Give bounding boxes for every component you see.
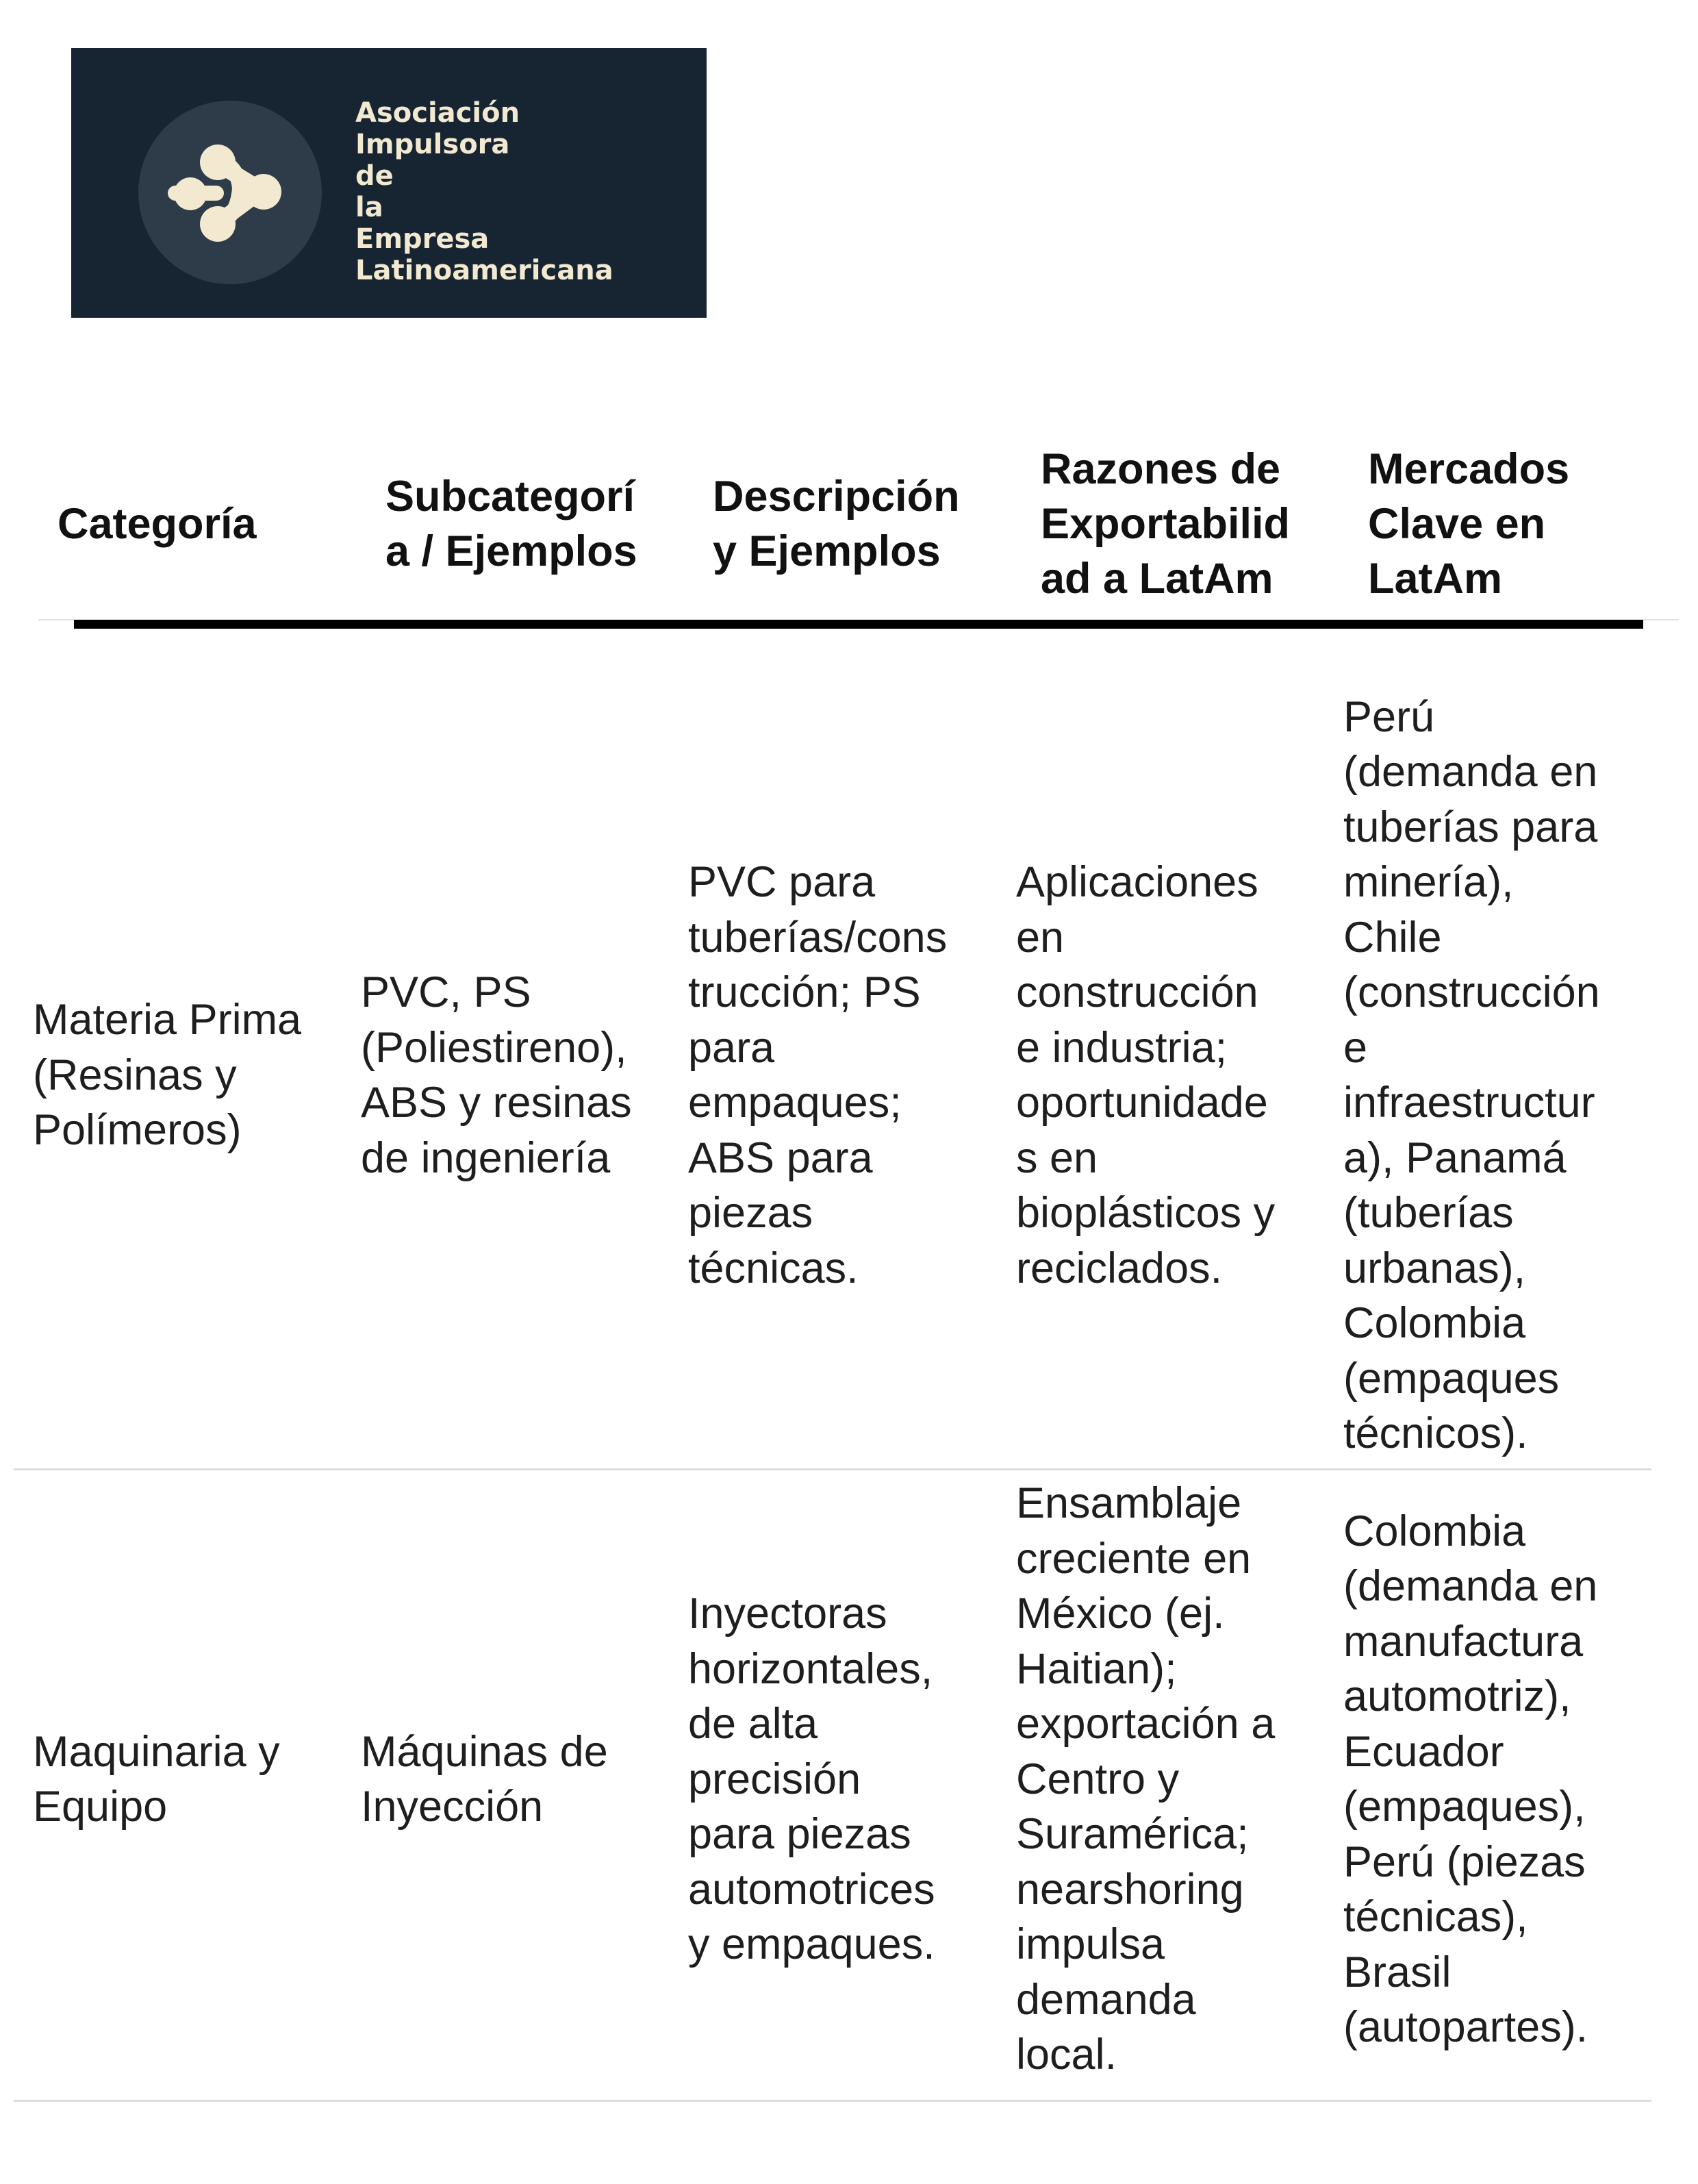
cell-line: México (ej. <box>1016 1590 1225 1638</box>
header-text: y Ejemplos <box>713 527 941 575</box>
cell-line: a), Panamá <box>1343 1133 1567 1182</box>
cell-line: manufactura <box>1343 1617 1584 1666</box>
cell-line: para <box>688 1023 775 1072</box>
logo-text-line: Impulsora <box>355 129 510 160</box>
logo-banner <box>71 48 707 318</box>
table-cell <box>688 685 1010 1466</box>
cell-line: (empaques <box>1343 1354 1560 1403</box>
cell-line: Haitian); <box>1016 1644 1177 1693</box>
cell-line: (Poliestireno), <box>361 1023 627 1072</box>
cell-line: tuberías para <box>1343 803 1598 851</box>
cell-line: Centro y <box>1016 1755 1180 1803</box>
row-divider <box>14 2100 1651 2102</box>
cell-line: PVC para <box>688 858 876 906</box>
header-text: Mercados <box>1368 445 1570 493</box>
cell-line: Maquinaria y <box>33 1727 280 1776</box>
cell-line: piezas <box>688 1189 813 1237</box>
row-divider <box>14 1468 1651 1470</box>
header-text: Razones de <box>1041 445 1281 493</box>
cell-line: Polímeros) <box>33 1106 242 1155</box>
cell-line: Materia Prima <box>33 996 302 1044</box>
cell-line: tuberías/cons <box>688 913 948 962</box>
cell-line: Aplicaciones <box>1016 858 1258 906</box>
header-text: Subcategorí <box>385 473 635 520</box>
cell-line: técnicos). <box>1343 1409 1528 1457</box>
cell-line: (construcción <box>1343 968 1600 1016</box>
cell-line: de ingeniería <box>361 1133 611 1182</box>
cell-line: s en <box>1016 1133 1098 1182</box>
cell-line: (autopartes). <box>1343 2003 1588 2051</box>
header-text: LatAm <box>1368 555 1503 603</box>
cell-line: Ecuador <box>1343 1727 1504 1776</box>
logo-text-line: Asociación <box>355 97 520 129</box>
logo-text-line: Latinoamericana <box>355 255 613 286</box>
cell-line: Ensamblaje <box>1016 1479 1242 1528</box>
cell-line: demanda <box>1016 1975 1196 2024</box>
header-text: Descripción <box>713 473 960 520</box>
header-mercados <box>1368 438 1669 610</box>
cell-line: Equipo <box>33 1783 168 1831</box>
cell-line: PVC, PS <box>361 968 531 1016</box>
cell-line: automotriz), <box>1343 1672 1571 1720</box>
cell-line: creciente en <box>1016 1534 1252 1583</box>
cell-line: oportunidade <box>1016 1079 1268 1127</box>
table-cell <box>33 1471 355 2087</box>
cell-line: nearshoring <box>1016 1865 1244 1913</box>
cell-line: para piezas <box>688 1810 911 1859</box>
cell-line: local. <box>1016 2031 1117 2079</box>
logo-text-line: de <box>355 160 394 192</box>
header-subcategoria <box>385 438 687 610</box>
cell-line: técnicas. <box>688 1244 859 1292</box>
cell-line: impulsa <box>1016 1920 1165 1969</box>
table-cell <box>1343 1471 1665 2087</box>
table-cell <box>1016 685 1338 1466</box>
table-cell <box>361 1471 683 2087</box>
cell-line: minería), <box>1343 858 1514 906</box>
cell-line: Perú <box>1343 692 1435 741</box>
logo-text-line: la <box>355 192 383 223</box>
network-nodes-icon <box>137 99 323 286</box>
header-text: ad a LatAm <box>1041 555 1274 603</box>
cell-line: de alta <box>688 1700 818 1748</box>
cell-line: trucción; PS <box>688 968 921 1016</box>
table-cell <box>1016 1471 1338 2087</box>
cell-line: automotrices <box>688 1865 935 1913</box>
cell-line: exportación a <box>1016 1700 1276 1748</box>
cell-line: Inyección <box>361 1783 544 1831</box>
logo-wordmark <box>355 97 698 286</box>
cell-line: horizontales, <box>688 1644 933 1693</box>
logo-text-line: Empresa <box>355 223 490 255</box>
cell-line: Suramérica; <box>1016 1810 1249 1859</box>
cell-line: reciclados. <box>1016 1244 1223 1292</box>
cell-line: Chile <box>1343 913 1442 962</box>
cell-line: (demanda en <box>1343 748 1598 796</box>
cell-line: Inyectoras <box>688 1590 887 1638</box>
cell-line: Brasil <box>1343 1948 1452 1996</box>
cell-line: e <box>1343 1023 1368 1072</box>
cell-line: (empaques), <box>1343 1783 1586 1831</box>
cell-line: (demanda en <box>1343 1562 1598 1610</box>
header-descripcion <box>713 438 1014 610</box>
header-text: Categoría <box>58 500 257 548</box>
cell-line: infraestructur <box>1343 1079 1595 1127</box>
cell-line: ABS para <box>688 1133 873 1182</box>
header-categoria <box>58 438 359 610</box>
cell-line: Perú (piezas <box>1343 1837 1586 1886</box>
cell-line: técnicas), <box>1343 1893 1528 1941</box>
table-cell <box>688 1471 1010 2087</box>
table-cell <box>33 685 355 1466</box>
cell-line: Colombia <box>1343 1299 1526 1347</box>
header-text: Exportabilid <box>1041 500 1291 548</box>
cell-line: bioplásticos y <box>1016 1189 1276 1237</box>
cell-line: e industria; <box>1016 1023 1228 1072</box>
header-text: Clave en <box>1368 500 1546 548</box>
cell-line: precisión <box>688 1755 861 1803</box>
table-cell <box>1343 685 1665 1466</box>
cell-line: urbanas), <box>1343 1244 1526 1292</box>
cell-line: (tuberías <box>1343 1189 1514 1237</box>
table-cell <box>361 685 683 1466</box>
cell-line: Máquinas de <box>361 1727 608 1776</box>
header-rule <box>74 620 1643 629</box>
cell-line: (Resinas y <box>33 1051 237 1099</box>
cell-line: y empaques. <box>688 1920 935 1969</box>
cell-line: Colombia <box>1343 1507 1526 1555</box>
header-razones <box>1041 438 1342 610</box>
cell-line: empaques; <box>688 1079 902 1127</box>
cell-line: construcción <box>1016 968 1258 1016</box>
header-text: a / Ejemplos <box>385 527 637 575</box>
cell-line: en <box>1016 913 1065 962</box>
cell-line: ABS y resinas <box>361 1079 632 1127</box>
